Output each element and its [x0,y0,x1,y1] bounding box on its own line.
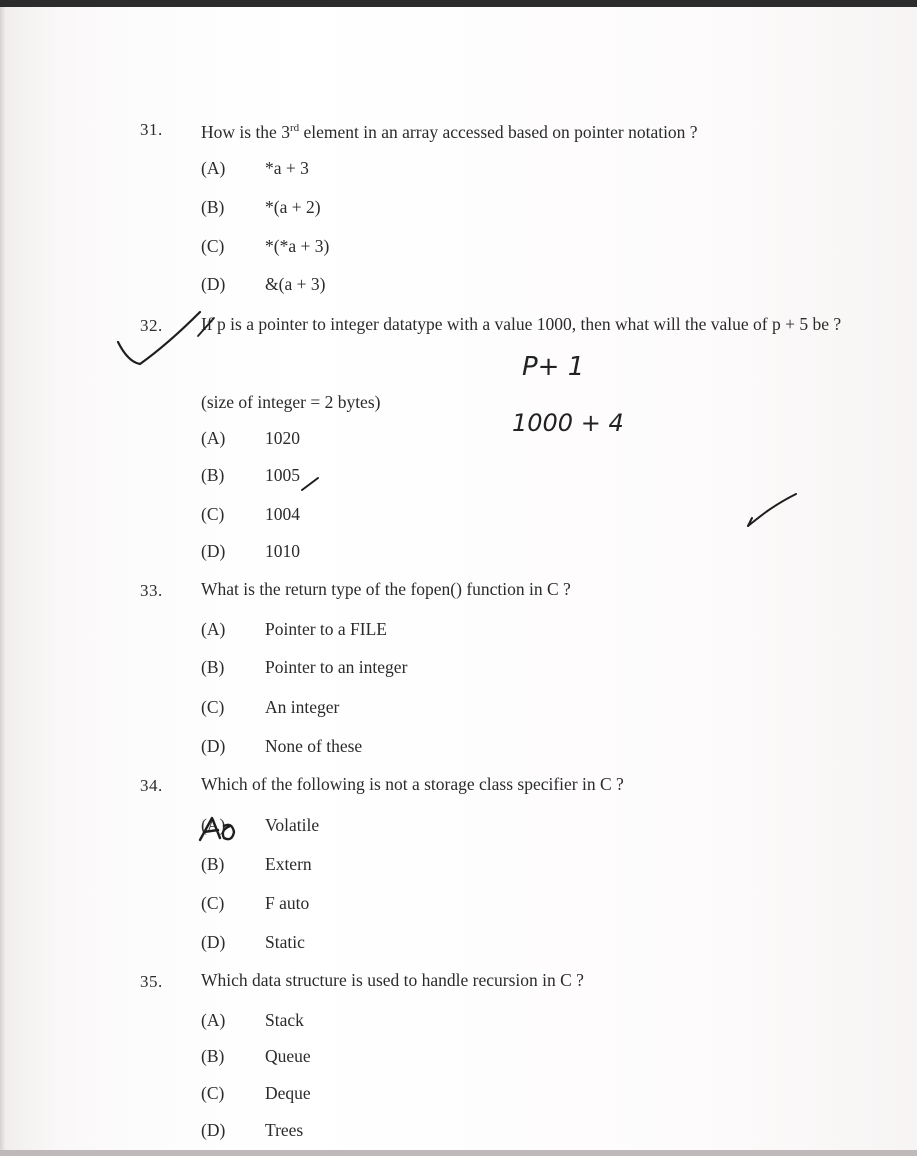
option-b: (B) 1005 [201,465,300,485]
option-d: (D) &(a + 3) [201,274,326,294]
question-number: 34. [140,776,163,795]
page-edge-shadow [0,7,6,1156]
option-d: (D) Trees [201,1120,304,1140]
option-d: (D) 1010 [201,541,300,561]
check-slash-hook [748,518,752,526]
question-number: 35. [140,972,163,991]
option-c: (C) Deque [201,1083,311,1103]
handwritten-note-p-plus-1: P+ 1 [522,352,585,382]
option-d: (D) None of these [201,736,363,756]
option-a-marked: (A) Volatile [201,815,320,835]
question-number: 32. [140,316,163,335]
question-text: Which data structure is used to handle recursion in C ? [201,970,584,990]
option-c: (C) *(*a + 3) [201,236,330,256]
handwritten-note-1000-plus-4: 1000 + 4 [512,409,624,437]
tick-mark-1005 [302,478,318,490]
check-slash-right [748,494,796,526]
question-number: 33. [140,581,163,600]
bottom-border [0,1150,917,1156]
question-text: What is the return type of the fopen() function in C ? [201,579,571,599]
option-b: (B) Queue [201,1046,311,1066]
option-b: (B) Extern [201,854,312,874]
question-note: (size of integer = 2 bytes) [201,392,381,412]
option-c: (C) 1004 [201,504,300,524]
option-d: (D) Static [201,932,305,952]
option-a: (A) *a + 3 [201,158,309,178]
option-b: (B) Pointer to an integer [201,657,408,677]
option-c: (C) An integer [201,697,340,717]
question-text: Which of the following is not a storage class specifier in C ? [201,774,624,794]
option-b: (B) *(a + 2) [201,197,321,217]
option-c: (C) F auto [201,893,310,913]
option-a: (A) Stack [201,1010,304,1030]
top-border [0,0,917,7]
question-text: If p is a pointer to integer datatype with a value 1000, then what will the value of p + 5 be ? [201,314,842,334]
option-a: (A) 1020 [201,428,300,448]
question-text: How is the 3rd element in an array accessed based on pointer notation ? [201,121,698,142]
question-number: 31. [140,120,163,139]
option-a: (A) Pointer to a FILE [201,619,387,639]
